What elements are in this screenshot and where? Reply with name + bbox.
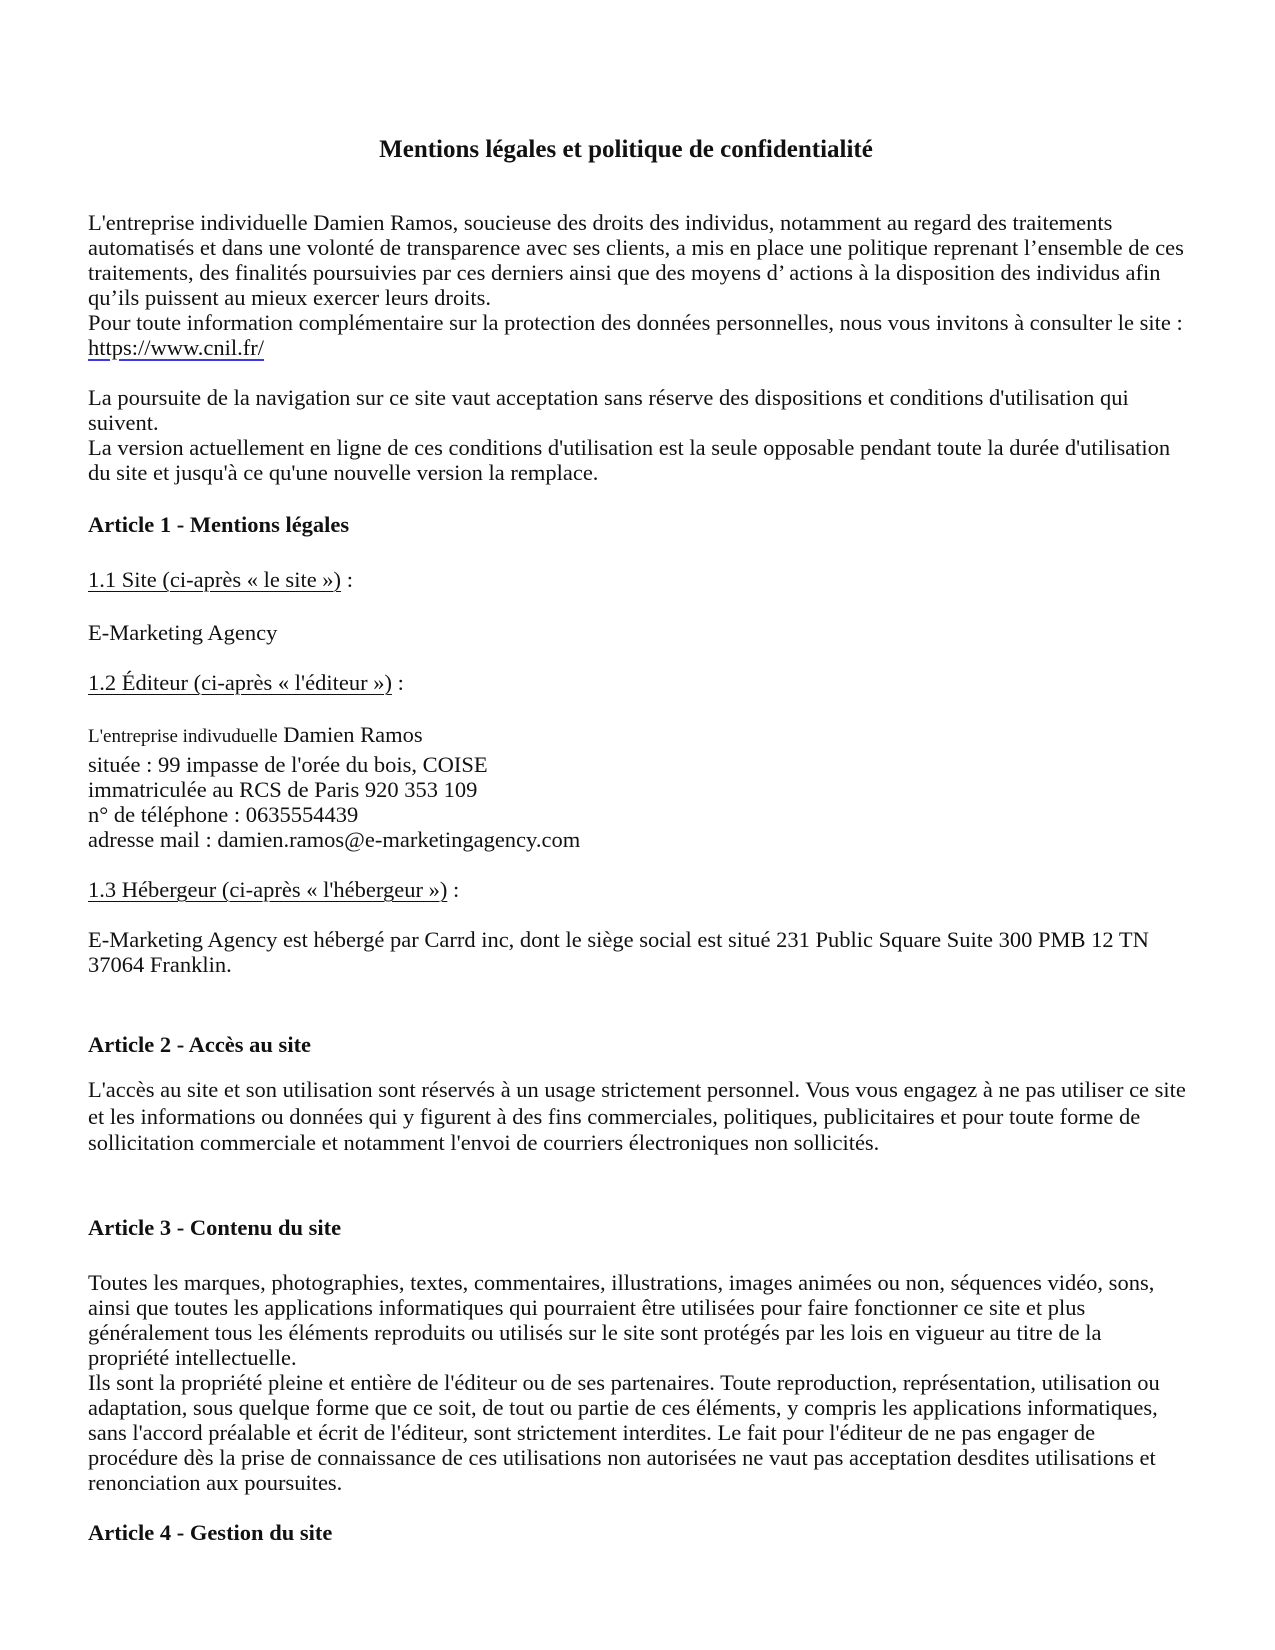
article-3-body xyxy=(88,1270,1188,1495)
editor-address: située : 99 impasse de l'orée du bois, COISE xyxy=(88,752,488,777)
section-1-1-label xyxy=(88,567,1188,592)
section-1-3-label xyxy=(88,877,1188,902)
editor-details xyxy=(88,722,1188,852)
article-1-heading: Article 1 - Mentions légales xyxy=(88,512,350,537)
host-details: E-Marketing Agency est hébergé par Carrd inc, dont le siège social est situé 231 Public Square Suite 300 PMB 12 TN 37064 Franklin. xyxy=(88,927,1149,977)
editor-rcs: immatriculée au RCS de Paris 920 353 109 xyxy=(88,777,478,802)
article-3-paragraph-2: Ils sont la propriété pleine et entière de l'éditeur ou de ses partenaires. Toute reproduction, représentation, utilisation ou adaptation, sous quelque forme que ce soit, de tout ou partie de ces éléments, y compris les applications informatiques, sans l'accord préalable et écrit de l'éditeur, sont strictement interdites. Le fait pour l'éditeur de ne pas engager de procédure dès la prise de connaissance de ces utilisations non autorisées ne vaut pas acceptation desdites utilisations et renonciation aux poursuites. xyxy=(88,1370,1160,1495)
editor-prefix: L'entreprise indivuduelle xyxy=(88,726,278,747)
article-2-heading: Article 2 - Accès au site xyxy=(88,1032,312,1057)
intro-paragraph-2-text: Pour toute information complémentaire sur la protection des données personnelles, nous vous invitons à consulter le site : xyxy=(88,310,1183,335)
article-2-body: L'accès au site et son utilisation sont réservés à un usage strictement personnel. Vous vous engagez à ne pas utiliser ce site et les informations ou données qui y figurent à des fins commerciales, politiques, publicitaires et pour toute forme de sollicitation commerciale et notamment l'envoi de courriers électroniques non sollicités. xyxy=(88,1077,1186,1155)
section-1-3-title: 1.3 Hébergeur (ci-après « l'hébergeur ») xyxy=(88,877,448,902)
section-1-1-title: 1.1 Site (ci-après « le site ») xyxy=(88,567,342,592)
article-4-heading: Article 4 - Gestion du site xyxy=(88,1520,333,1545)
site-name: E-Marketing Agency xyxy=(88,620,278,645)
section-1-1-colon: : xyxy=(341,567,353,592)
section-1-2-colon: : xyxy=(391,670,404,695)
editor-entity xyxy=(88,722,1188,749)
editor-name: Damien Ramos xyxy=(277,722,423,747)
cnil-link[interactable]: https://www.cnil.fr/ xyxy=(88,335,265,360)
intro-paragraph-2 xyxy=(88,310,1188,360)
terms-section xyxy=(88,385,1188,485)
version-paragraph: La version actuellement en ligne de ces conditions d'utilisation est la seule opposable pendant toute la durée d'utilisation du site et jusqu'à ce qu'une nouvelle version la remplace. xyxy=(88,435,1171,485)
editor-phone: n° de téléphone : 0635554439 xyxy=(88,802,359,827)
page-title: Mentions légales et politique de confidentialité xyxy=(379,136,873,163)
section-1-2-title: 1.2 Éditeur (ci-après « l'éditeur ») xyxy=(88,670,392,695)
intro-paragraph-1: L'entreprise individuelle Damien Ramos, soucieuse des droits des individus, notamment au regard des traitements automatisés et dans une volonté de transparence avec ses clients, a mis en place une politique reprenant l’ensemble de ces traitements, des finalités poursuivies par ces derniers ainsi que des moyens d’ actions à la disposition des individus afin qu’ils puissent au mieux exercer leurs droits. xyxy=(88,210,1184,310)
section-1-3-colon: : xyxy=(447,877,460,902)
intro-section xyxy=(88,210,1188,360)
editor-email: adresse mail : damien.ramos@e-marketingagency.com xyxy=(88,827,581,852)
section-1-2-label xyxy=(88,670,1188,695)
article-3-paragraph-1: Toutes les marques, photographies, textes, commentaires, illustrations, images animées ou non, séquences vidéo, sons, ainsi que toutes les applications informatiques qui pourraient être utilisées pour faire fonctionner ce site et plus généralement tous les éléments reproduits ou utilisés sur le site sont protégés par les lois en vigueur au titre de la propriété intellectuelle. xyxy=(88,1270,1155,1370)
acceptance-paragraph: La poursuite de la navigation sur ce site vaut acceptation sans réserve des dispositions et conditions d'utilisation qui suivent. xyxy=(88,385,1129,435)
article-3-heading: Article 3 - Contenu du site xyxy=(88,1215,342,1240)
